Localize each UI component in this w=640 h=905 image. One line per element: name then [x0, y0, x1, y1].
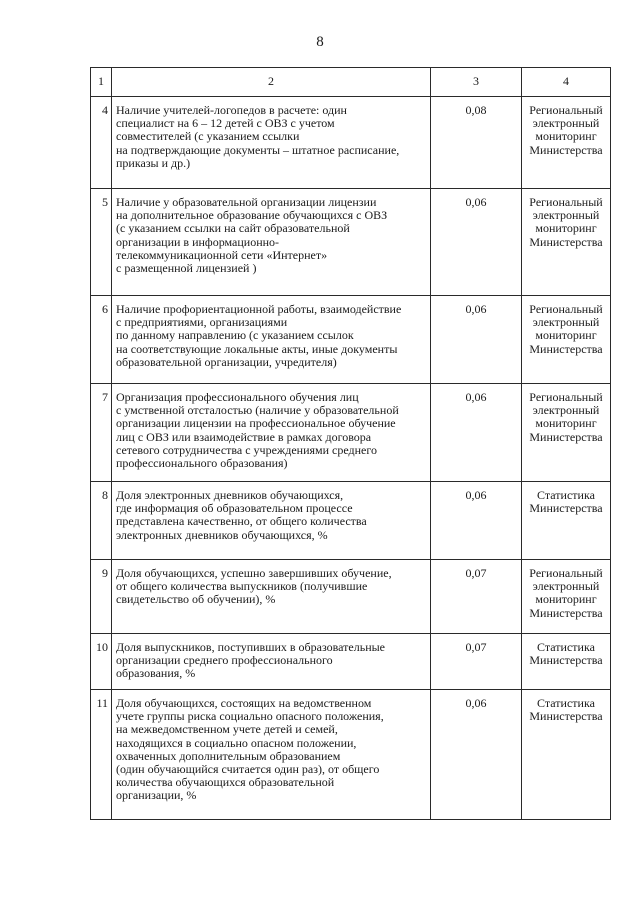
weight-value: 0,07 [431, 634, 522, 690]
weight-value: 0,08 [431, 97, 522, 189]
data-source: Региональный электронный мониторинг Министерства [522, 296, 611, 384]
row-number: 11 [91, 690, 112, 820]
row-number: 10 [91, 634, 112, 690]
criterion-text: Наличие профориентационной работы, взаимодействие с предприятиями, организациями по данному направлению (с указанием ссылок на соответствующие локальные акты, иные документы образовательной организации, учредителя) [112, 296, 431, 384]
weight-value: 0,06 [431, 384, 522, 482]
row-number: 5 [91, 189, 112, 296]
criterion-text: Доля обучающихся, успешно завершивших обучение, от общего количества выпускников (получившие свидетельство об обучении), % [112, 560, 431, 634]
data-source: Статистика Министерства [522, 634, 611, 690]
data-source: Статистика Министерства [522, 690, 611, 820]
data-source: Региональный электронный мониторинг Министерства [522, 384, 611, 482]
criterion-text: Доля электронных дневников обучающихся, где информация об образовательном процессе представлена качественно, от общего количества электронных дневников обучающихся, % [112, 482, 431, 560]
weight-value: 0,06 [431, 690, 522, 820]
column-header-weight: 3 [431, 68, 522, 97]
table-row [91, 634, 611, 690]
criterion-text: Доля обучающихся, состоящих на ведомственном учете группы риска социально опасного положения, на межведомственном учете детей и семей, находящихся в социально опасном положении, охваченных дополнительным образованием (один обучающийся считается один раз), от общего количества обучающихся образовательной организации, % [112, 690, 431, 820]
table-row [91, 384, 611, 482]
criterion-text: Доля выпускников, поступивших в образовательные организации среднего профессионального образования, % [112, 634, 431, 690]
page-number: 8 [316, 34, 324, 50]
table-row [91, 296, 611, 384]
data-source: Статистика Министерства [522, 482, 611, 560]
data-source: Региональный электронный мониторинг Министерства [522, 560, 611, 634]
column-header-source: 4 [522, 68, 611, 97]
row-number: 4 [91, 97, 112, 189]
table-row [91, 97, 611, 189]
criterion-text: Наличие учителей-логопедов в расчете: один специалист на 6 – 12 детей с ОВЗ с учетом совместителей (с указанием ссылки на подтверждающие документы – штатное расписание, приказы и др.) [112, 97, 431, 189]
column-header-criterion: 2 [112, 68, 431, 97]
table-row [91, 690, 611, 820]
criteria-table [90, 67, 611, 820]
row-number: 9 [91, 560, 112, 634]
data-source: Региональный электронный мониторинг Министерства [522, 97, 611, 189]
table-row [91, 189, 611, 296]
weight-value: 0,07 [431, 560, 522, 634]
row-number: 7 [91, 384, 112, 482]
table-row [91, 560, 611, 634]
row-number: 8 [91, 482, 112, 560]
table-header-row [91, 68, 611, 97]
criterion-text: Организация профессионального обучения лиц с умственной отсталостью (наличие у образовательной организации лицензии на профессиональное обучение лиц с ОВЗ или взаимодействие в рамках договора сетевого сотрудничества с учреждениями среднего профессионального образования) [112, 384, 431, 482]
row-number: 6 [91, 296, 112, 384]
data-source: Региональный электронный мониторинг Министерства [522, 189, 611, 296]
weight-value: 0,06 [431, 296, 522, 384]
table-row [91, 482, 611, 560]
criterion-text: Наличие у образовательной организации лицензии на дополнительное образование обучающихся с ОВЗ (с указанием ссылки на сайт образовательной организации в информационно- телекоммуникационной сети «Интернет» с размещенной лицензией ) [112, 189, 431, 296]
column-header-number: 1 [91, 68, 112, 97]
weight-value: 0,06 [431, 189, 522, 296]
weight-value: 0,06 [431, 482, 522, 560]
